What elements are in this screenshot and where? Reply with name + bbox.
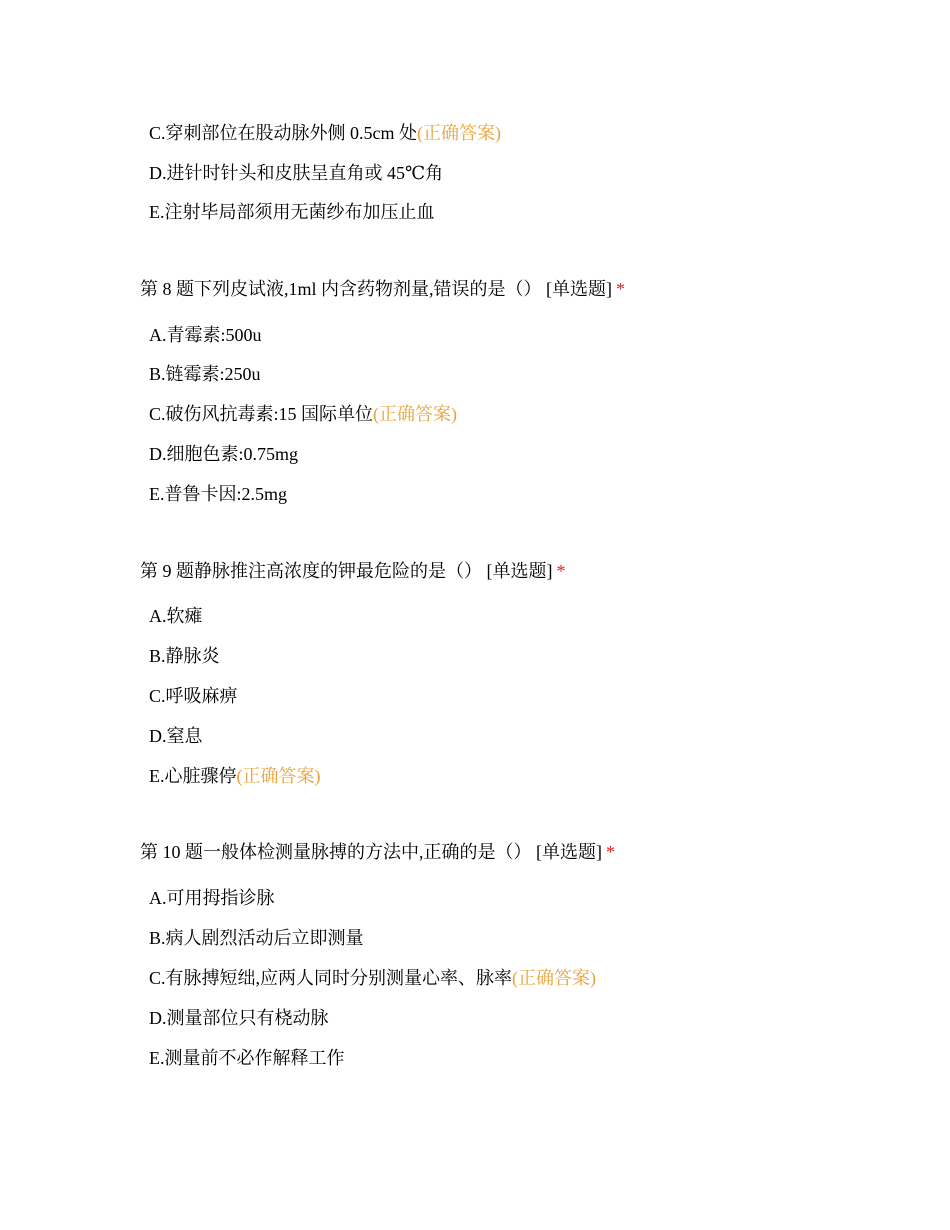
option-text: D.窒息 xyxy=(149,726,203,746)
option-q8-d xyxy=(149,442,298,466)
option-q9-a xyxy=(149,604,203,628)
option-text: A.青霉素:500u xyxy=(149,325,262,345)
option-text: B.链霉素:250u xyxy=(149,364,261,384)
option-q10-d xyxy=(149,1006,329,1030)
question-10-title xyxy=(140,840,615,864)
question-8-title xyxy=(140,277,625,301)
required-mark: * xyxy=(606,842,615,862)
option-q10-b xyxy=(149,926,364,950)
option-text: A.软瘫 xyxy=(149,606,203,626)
correct-answer-tag: (正确答案) xyxy=(236,766,321,786)
option-q7-d xyxy=(149,161,443,185)
option-q8-c xyxy=(149,402,457,426)
option-text: C.穿刺部位在股动脉外侧 0.5cm 处 xyxy=(149,123,417,143)
option-text: C.破伤风抗毒素:15 国际单位 xyxy=(149,404,374,424)
option-q8-b xyxy=(149,362,261,386)
correct-answer-tag: (正确答案) xyxy=(417,123,501,143)
option-text: B.静脉炎 xyxy=(149,646,220,666)
correct-answer-tag: (正确答案) xyxy=(373,404,458,424)
option-q7-e xyxy=(149,200,435,224)
option-q7-c xyxy=(149,121,501,145)
option-text: C.呼吸麻痹 xyxy=(149,686,238,706)
question-title-text: 第 8 题下列皮试液,1ml 内含药物剂量,错误的是（） [单选题] xyxy=(140,279,612,299)
option-q10-c xyxy=(149,966,596,990)
option-q10-e xyxy=(149,1046,345,1070)
required-mark: * xyxy=(616,279,625,299)
option-text: C.有脉搏短绌,应两人同时分别测量心率、脉率 xyxy=(149,968,513,988)
option-q9-d xyxy=(149,724,203,748)
option-text: A.可用拇指诊脉 xyxy=(149,888,275,908)
question-title-text: 第 9 题静脉推注高浓度的钾最危险的是（） [单选题] xyxy=(140,561,553,581)
correct-answer-tag: (正确答案) xyxy=(512,968,597,988)
option-text: E.普鲁卡因:2.5mg xyxy=(149,484,287,504)
option-text: D.细胞色素:0.75mg xyxy=(149,444,299,464)
option-text: B.病人剧烈活动后立即测量 xyxy=(149,928,364,948)
option-text: E.测量前不必作解释工作 xyxy=(149,1048,345,1068)
option-text: D.进针时针头和皮肤呈直角或 45℃角 xyxy=(149,163,444,183)
option-text: D.测量部位只有桡动脉 xyxy=(149,1008,329,1028)
option-q9-b xyxy=(149,644,220,668)
question-9-title xyxy=(140,559,566,583)
required-mark: * xyxy=(556,561,566,581)
option-q8-a xyxy=(149,323,262,347)
question-title-text: 第 10 题一般体检测量脉搏的方法中,正确的是（） [单选题] xyxy=(140,842,602,862)
option-text: E.注射毕局部须用无菌纱布加压止血 xyxy=(149,202,435,222)
option-q8-e xyxy=(149,482,287,506)
option-q10-a xyxy=(149,886,275,910)
option-text: E.心脏骤停 xyxy=(149,766,237,786)
option-q9-c xyxy=(149,684,238,708)
option-q9-e xyxy=(149,764,321,788)
